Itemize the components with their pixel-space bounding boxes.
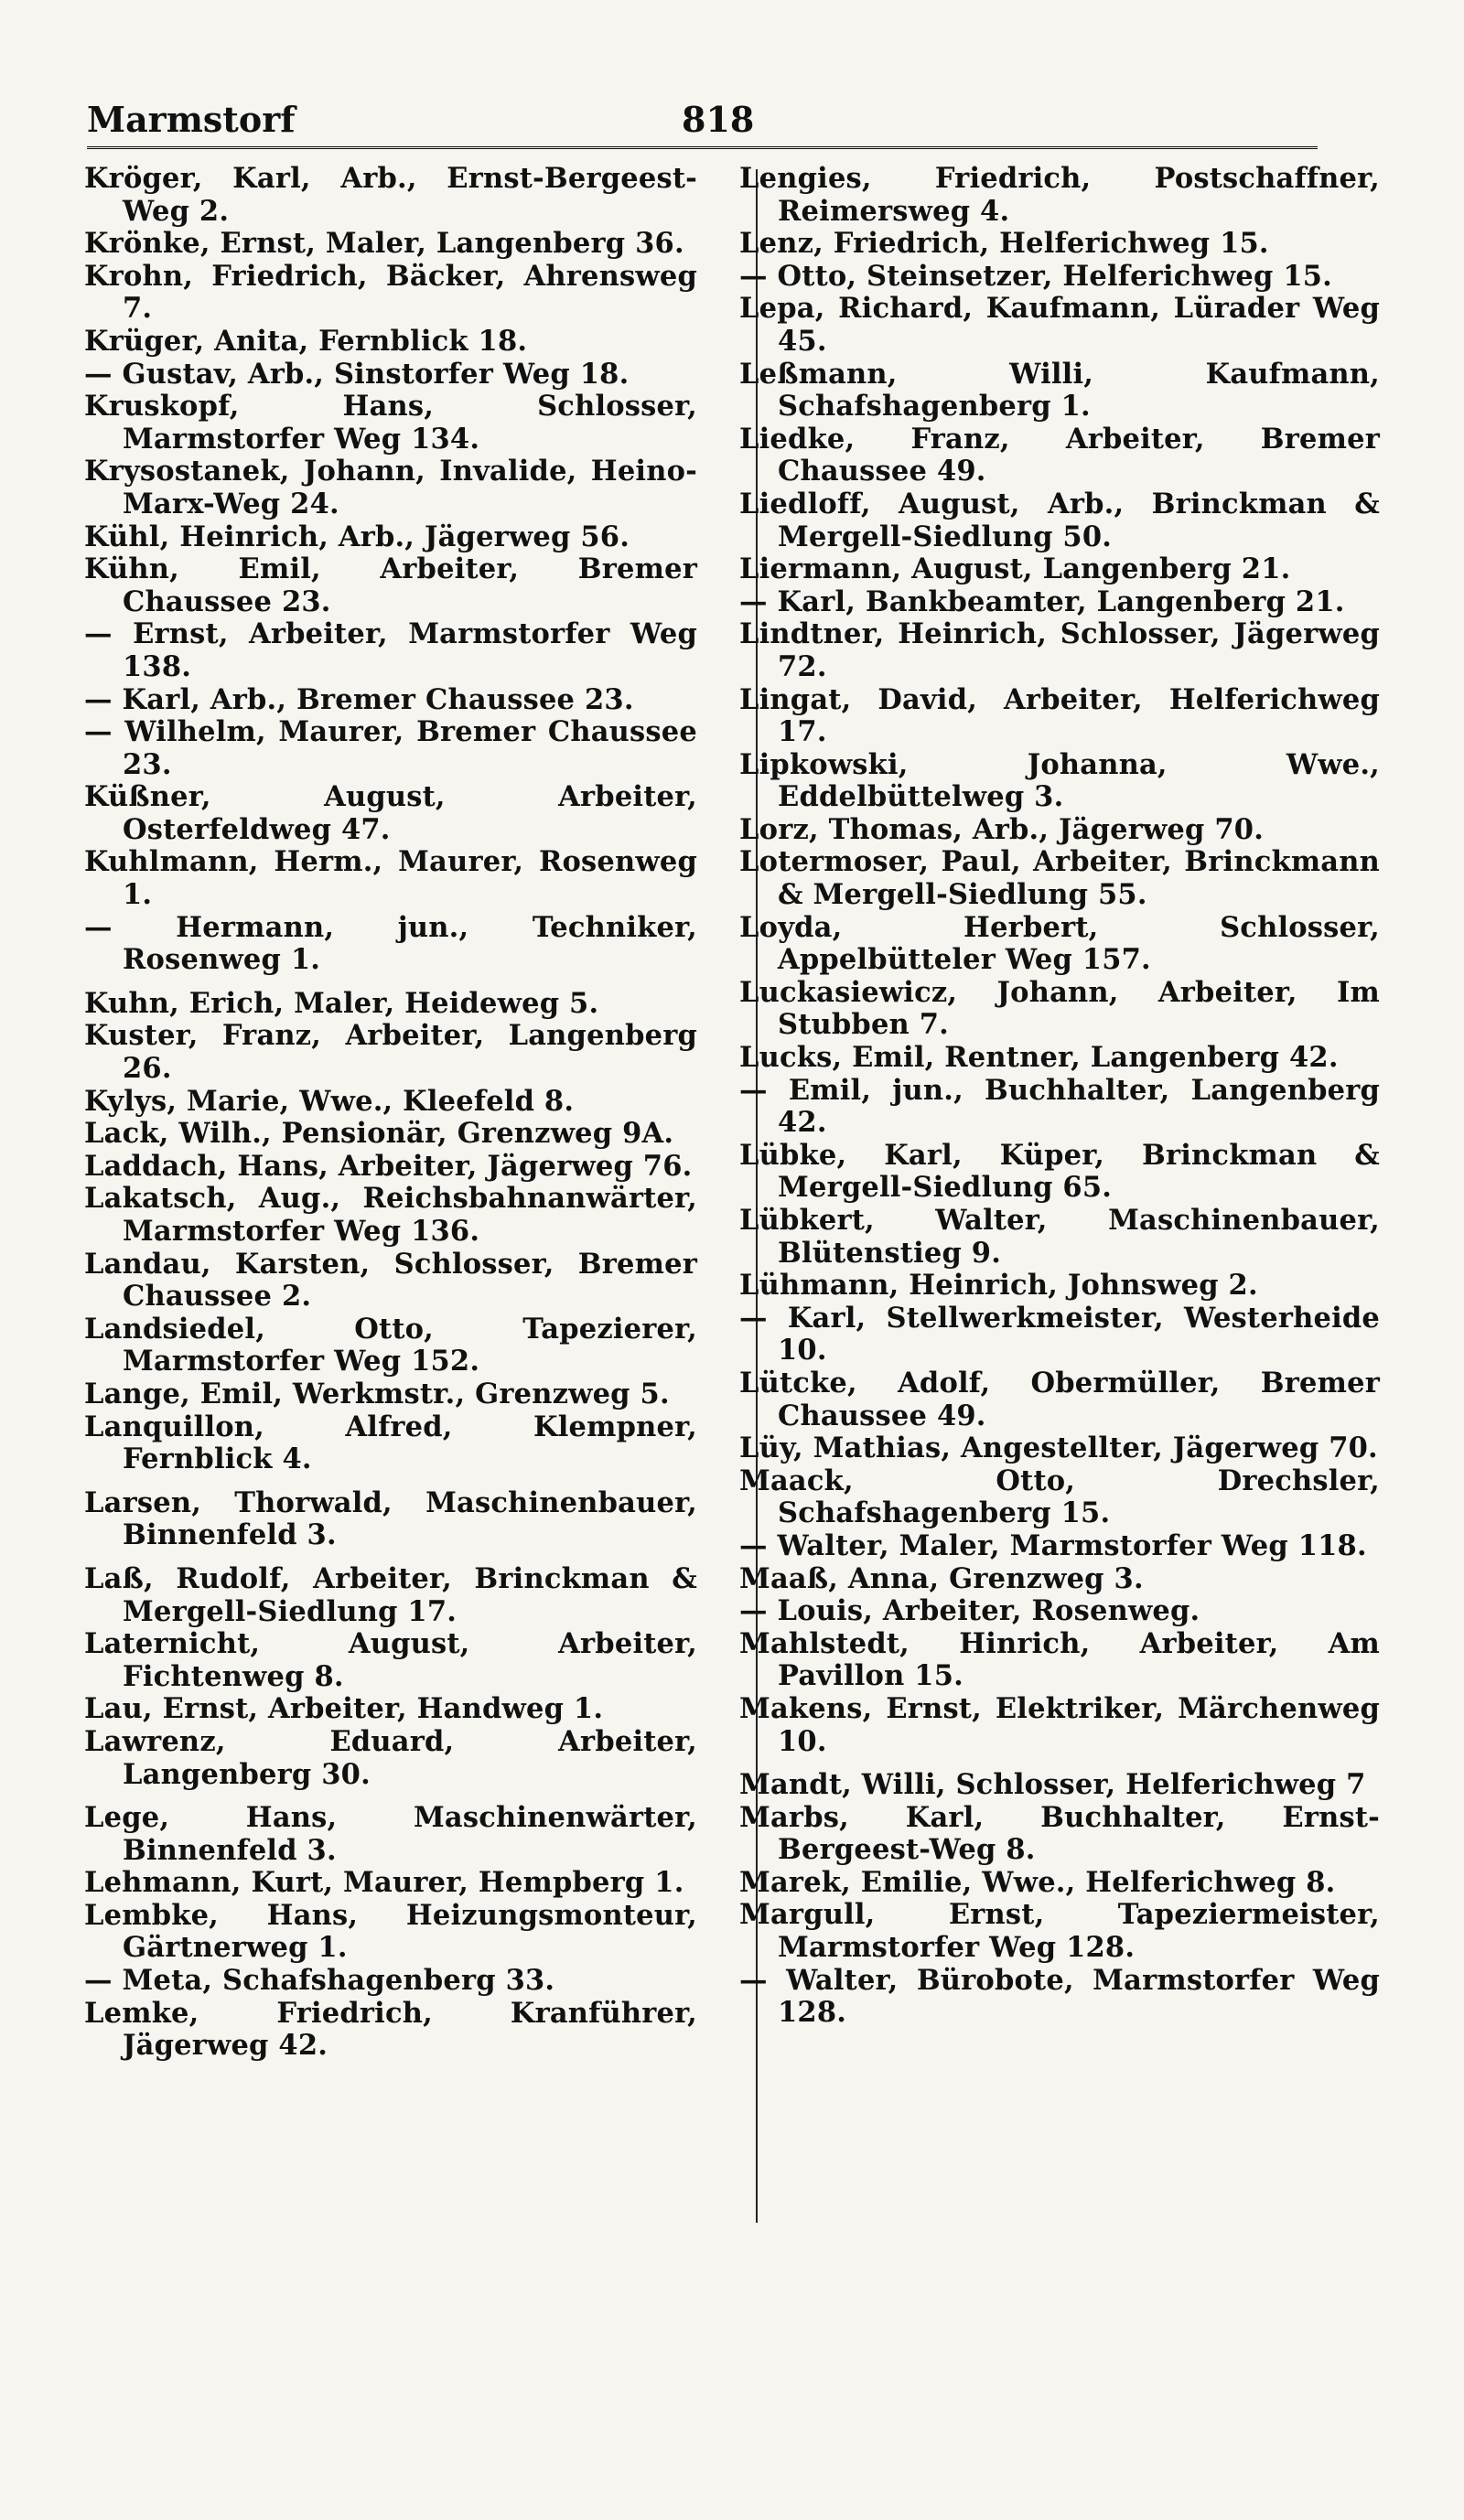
- directory-entry: Lenz, Friedrich, Helferichweg 15.: [739, 227, 1269, 261]
- directory-entry: Lepa, Richard, Kaufmann, Lürader Weg 45.: [739, 292, 1380, 358]
- directory-entry: Maaß, Anna, Grenzweg 3.: [739, 1561, 1144, 1595]
- directory-entry: Lübkert, Walter, Maschinenbauer, Blütenstieg 9.: [739, 1204, 1380, 1270]
- directory-entry: Kuhlmann, Herm., Maurer, Rosenweg 1.: [84, 845, 697, 912]
- directory-entry: Lütcke, Adolf, Obermüller, Bremer Chaussee 49.: [739, 1366, 1380, 1432]
- directory-entry: — Walter, Maler, Marmstorfer Weg 118.: [739, 1528, 1367, 1562]
- directory-entry: Lüy, Mathias, Angestellter, Jägerweg 70.: [739, 1432, 1378, 1465]
- directory-entry: — Emil, jun., Buchhalter, Langenberg 42.: [739, 1073, 1380, 1140]
- directory-entry: Küßner, August, Arbeiter, Osterfeldweg 47.: [84, 780, 697, 846]
- directory-entry: Kröger, Karl, Arb., Ernst-Bergeest-Weg 2.: [84, 162, 697, 228]
- directory-entry: Lehmann, Kurt, Maurer, Hempberg 1.: [84, 1866, 684, 1900]
- directory-entry: Maack, Otto, Drechsler, Schafshagenberg 15.: [739, 1464, 1380, 1530]
- directory-entry: Lakatsch, Aug., Reichsbahnanwärter, Marmstorfer Weg 136.: [84, 1182, 697, 1248]
- directory-entry: Kühn, Emil, Arbeiter, Bremer Chaussee 23.: [84, 552, 697, 618]
- directory-entry: Luckasiewicz, Johann, Arbeiter, Im Stubben 7.: [739, 975, 1380, 1042]
- directory-entry: Lawrenz, Eduard, Arbeiter, Langenberg 30.: [84, 1724, 697, 1791]
- directory-entry: Lingat, David, Arbeiter, Helferichweg 17.: [739, 682, 1380, 749]
- directory-entry: Kühl, Heinrich, Arb., Jägerweg 56.: [84, 520, 630, 553]
- header-place: Marmstorf: [87, 99, 296, 140]
- directory-entry: Laß, Rudolf, Arbeiter, Brinckman & Mergell-Siedlung 17.: [84, 1561, 697, 1628]
- directory-entry: Lack, Wilh., Pensionär, Grenzweg 9A.: [84, 1117, 674, 1151]
- directory-entry: Liermann, August, Langenberg 21.: [739, 552, 1291, 586]
- directory-entry: Krysostanek, Johann, Invalide, Heino-Marx-Weg 24.: [84, 455, 697, 520]
- directory-entry: — Wilhelm, Maurer, Bremer Chaussee 23.: [84, 715, 697, 781]
- directory-entry: Larsen, Thorwald, Maschinenbauer, Binnenfeld 3.: [84, 1485, 697, 1552]
- directory-entry: Lübke, Karl, Küper, Brinckman & Mergell-Siedlung 65.: [739, 1138, 1380, 1205]
- page-header: [87, 99, 1318, 154]
- directory-entry: — Karl, Bankbeamter, Langenberg 21.: [739, 584, 1345, 618]
- directory-entry: Lau, Ernst, Arbeiter, Handweg 1.: [84, 1692, 604, 1726]
- directory-entry: Liedloff, August, Arb., Brinckman & Mergell-Siedlung 50.: [739, 487, 1380, 553]
- directory-entry: — Walter, Bürobote, Marmstorfer Weg 128.: [739, 1963, 1380, 2030]
- directory-entry: Marbs, Karl, Buchhalter, Ernst-Bergeest-Weg 8.: [739, 1800, 1380, 1867]
- directory-entry: Marek, Emilie, Wwe., Helferichweg 8.: [739, 1865, 1336, 1899]
- directory-entry: Krönke, Ernst, Maler, Langenberg 36.: [84, 227, 684, 261]
- directory-entry: Kylys, Marie, Wwe., Kleefeld 8.: [84, 1084, 575, 1118]
- directory-entry: Laddach, Hans, Arbeiter, Jägerweg 76.: [84, 1149, 693, 1183]
- page-number: 818: [682, 99, 755, 140]
- directory-entry: — Gustav, Arb., Sinstorfer Weg 18.: [84, 357, 630, 391]
- header-rule: [87, 146, 1318, 153]
- directory-entry: Laternicht, August, Arbeiter, Fichtenweg 8.: [84, 1627, 697, 1693]
- directory-entry: Lipkowski, Johanna, Wwe., Eddelbüttelweg 3.: [739, 747, 1380, 814]
- directory-entry: — Louis, Arbeiter, Rosenweg.: [739, 1594, 1200, 1628]
- directory-entry: Landsiedel, Otto, Tapezierer, Marmstorfer Weg 152.: [84, 1312, 697, 1378]
- directory-entry: Lühmann, Heinrich, Johnsweg 2.: [739, 1269, 1258, 1303]
- directory-entry: Lindtner, Heinrich, Schlosser, Jägerweg 72.: [739, 617, 1380, 683]
- right-column: [739, 163, 1380, 2030]
- directory-entry: Kuhn, Erich, Maler, Heideweg 5.: [84, 986, 599, 1020]
- directory-entry: Lemke, Friedrich, Kranführer, Jägerweg 42.: [84, 1996, 697, 2063]
- directory-entry: Leßmann, Willi, Kaufmann, Schafshagenberg 1.: [739, 357, 1380, 424]
- directory-entry: Kruskopf, Hans, Schlosser, Marmstorfer Weg 134.: [84, 390, 697, 456]
- directory-entry: Krohn, Friedrich, Bäcker, Ahrensweg 7.: [84, 259, 697, 326]
- directory-entry: Lange, Emil, Werkmstr., Grenzweg 5.: [84, 1377, 670, 1410]
- directory-entry: Landau, Karsten, Schlosser, Bremer Chaussee 2.: [84, 1247, 697, 1314]
- directory-entry: Lembke, Hans, Heizungsmonteur, Gärtnerweg 1.: [84, 1898, 697, 1965]
- directory-entry: Mahlstedt, Hinrich, Arbeiter, Am Pavillon 15.: [739, 1626, 1380, 1693]
- directory-entry: Lucks, Emil, Rentner, Langenberg 42.: [739, 1041, 1339, 1075]
- directory-entry: Lorz, Thomas, Arb., Jägerweg 70.: [739, 812, 1265, 846]
- directory-entry: Lanquillon, Alfred, Klempner, Fernblick 4.: [84, 1410, 697, 1476]
- directory-entry: Margull, Ernst, Tapeziermeister, Marmstorfer Weg 128.: [739, 1898, 1380, 1965]
- directory-entry: — Otto, Steinsetzer, Helferichweg 15.: [739, 259, 1333, 293]
- directory-entry: — Hermann, jun., Techniker, Rosenweg 1.: [84, 910, 697, 977]
- directory-entry: Lengies, Friedrich, Postschaffner, Reimersweg 4.: [739, 162, 1380, 228]
- directory-entry: Loyda, Herbert, Schlosser, Appelbütteler Weg 157.: [739, 910, 1380, 977]
- directory-entry: Kuster, Franz, Arbeiter, Langenberg 26.: [84, 1019, 697, 1086]
- directory-entry: — Ernst, Arbeiter, Marmstorfer Weg 138.: [84, 617, 697, 683]
- directory-entry: Makens, Ernst, Elektriker, Märchenweg 10.: [739, 1691, 1380, 1758]
- directory-entry: Krüger, Anita, Fernblick 18.: [84, 324, 528, 358]
- directory-entry: Mandt, Willi, Schlosser, Helferichweg 7: [739, 1768, 1366, 1802]
- left-column: [84, 163, 697, 2063]
- directory-entry: Lege, Hans, Maschinenwärter, Binnenfeld 3.: [84, 1801, 697, 1867]
- directory-entry: Liedke, Franz, Arbeiter, Bremer Chaussee 49.: [739, 422, 1380, 488]
- directory-entry: Lotermoser, Paul, Arbeiter, Brinckmann & Mergell-Siedlung 55.: [739, 845, 1380, 912]
- directory-entry: — Karl, Stellwerkmeister, Westerheide 10.: [739, 1301, 1380, 1367]
- directory-entry: — Meta, Schafshagenberg 33.: [84, 1964, 555, 1998]
- directory-entry: — Karl, Arb., Bremer Chaussee 23.: [84, 682, 634, 716]
